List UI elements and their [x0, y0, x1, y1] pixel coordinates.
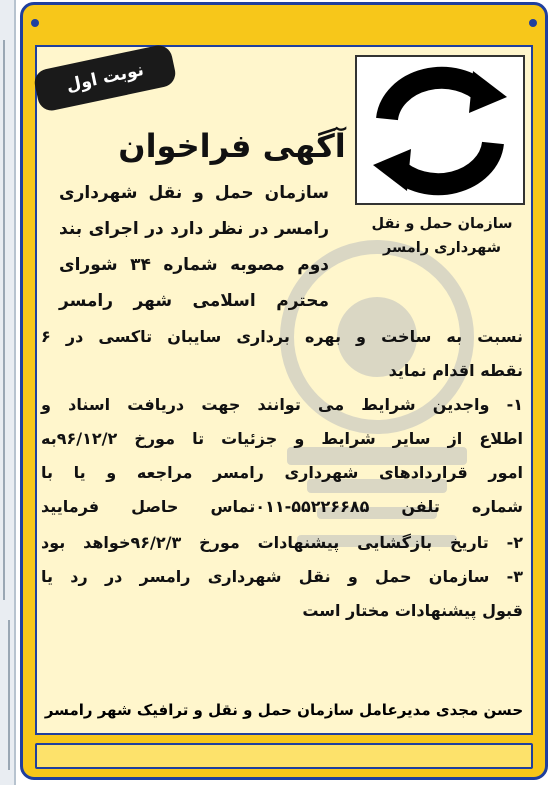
corner-dot: [31, 19, 39, 27]
organization-logo: [355, 55, 525, 205]
body-line: اطلاع از سایر شرایط و جزئیات تا مورخ ۹۶/۱۲/۲به: [41, 429, 523, 448]
body-line: نقطه اقدام نماید: [388, 361, 523, 380]
edge-line: [3, 40, 5, 600]
body-line: امور قراردادهای شهرداری رامسر مراجعه و یا با: [41, 463, 523, 482]
body-line: نسبت به ساخت و بهره برداری سایبان تاکسی در ۶: [41, 327, 523, 346]
page-title: آگهی فراخوان: [118, 127, 346, 165]
advertisement-panel: [35, 45, 533, 735]
corner-dot: [529, 19, 537, 27]
body-line: محترم اسلامی شهر رامسر: [59, 291, 329, 311]
body-line: شماره تلفن ۵۵۲۲۶۶۸۵-۰۱۱تماس حاصل فرمایید: [41, 497, 523, 516]
organization-name-line: شهرداری رامسر: [382, 240, 502, 256]
advertisement-frame: [20, 2, 548, 780]
organization-name: [362, 212, 522, 260]
recycle-arrows-logo-icon: [357, 57, 523, 203]
bottom-decorative-strip: [35, 743, 533, 769]
organization-name-line: سازمان حمل و نقل: [371, 216, 513, 232]
body-line: ۲- تاریخ بازگشایی پیشنهادات مورخ ۹۶/۲/۳خواهد بود: [41, 533, 524, 552]
adjacent-page-edge: [0, 0, 16, 785]
body-line: ۳- سازمان حمل و نقل شهرداری رامسر در رد یا: [41, 567, 523, 586]
body-line: سازمان حمل و نقل شهرداری: [59, 183, 329, 203]
body-line: قبول پیشنهادات مختار است: [302, 601, 523, 620]
body-line: دوم مصوبه شماره ۳۴ شورای: [59, 255, 329, 275]
body-line: رامسر در نظر دارد در اجرای بند: [59, 219, 329, 239]
first-publication-badge: نوبت اول: [32, 43, 178, 113]
body-line: ۱- واجدین شرایط می توانند جهت دریافت اسناد و: [41, 395, 523, 414]
edge-line: [8, 620, 10, 770]
signature-line: حسن مجدی مدیرعامل سازمان حمل و نقل و ترافیک شهر رامسر: [44, 701, 524, 719]
